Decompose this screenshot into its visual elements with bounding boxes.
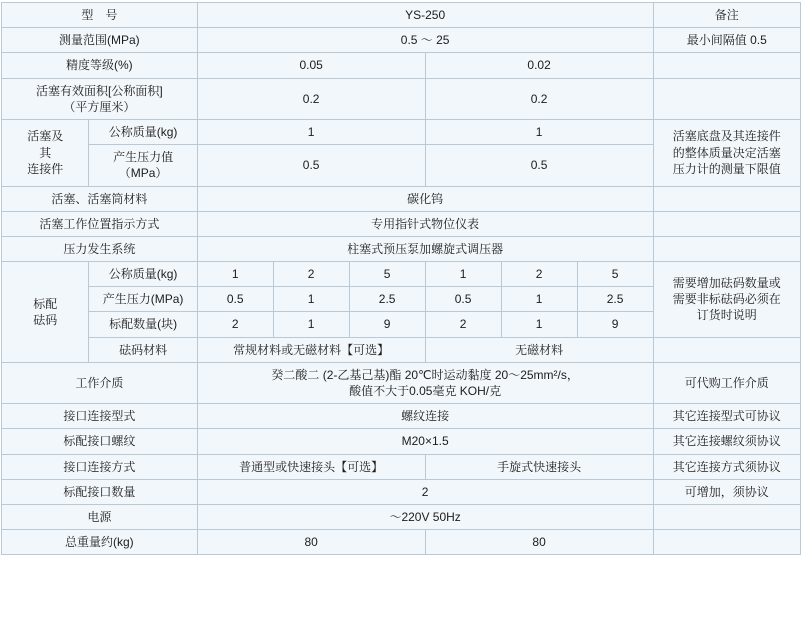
row-value-piston-nominal-mass-2: 1: [425, 119, 653, 144]
row-label-area: [2, 78, 198, 119]
row-value-model: YS-250: [197, 3, 653, 28]
group-note-piston-line3: 压力计的测量下限值: [672, 161, 781, 176]
row-label-area-line1: 活塞有效面积[公称面积]: [36, 83, 163, 98]
group-note-piston: [653, 119, 800, 186]
row-label-weight-material: 砝码材料: [89, 337, 197, 362]
table-row-material: [2, 186, 801, 211]
row-note-accuracy: [653, 53, 800, 78]
cell-weight-pressure-4: 0.5: [425, 287, 501, 312]
row-value-accuracy-1: 0.05: [197, 53, 425, 78]
row-note-power: [653, 504, 800, 529]
table-row-weight-material: [2, 337, 801, 362]
row-label-piston-generated-pressure-line1: 产生压力值: [113, 150, 174, 165]
group-label-piston-line2: 其: [39, 145, 52, 160]
row-value-area-1: 0.2: [197, 78, 425, 119]
table-row-piston-nominal-mass: [2, 119, 801, 144]
row-label-piston-nominal-mass: 公称质量(kg): [89, 119, 197, 144]
row-note-connect-mode: 其它连接方式须协议: [653, 454, 800, 479]
group-label-weights-line1: 标配: [33, 296, 58, 311]
row-value-connect-type: 螺纹连接: [197, 404, 653, 429]
row-value-material: 碳化钨: [197, 186, 653, 211]
row-value-accuracy-2: 0.02: [425, 53, 653, 78]
row-label-weight-pressure: 产生压力(MPa): [89, 287, 197, 312]
group-note-piston-line1: 活塞底盘及其连接件: [672, 129, 781, 144]
group-label-piston-line1: 活塞及: [27, 129, 64, 144]
table-row-connect-count: [2, 479, 801, 504]
row-value-area-2: 0.2: [425, 78, 653, 119]
row-note-connect-type: 其它连接型式可协议: [653, 404, 800, 429]
cell-weight-nominal-mass-4: 1: [425, 262, 501, 287]
row-value-power: ～220V 50Hz: [197, 504, 653, 529]
row-label-area-line2: （平方厘米）: [63, 99, 136, 114]
cell-weight-pressure-1: 0.5: [197, 287, 273, 312]
row-note-medium: 可代购工作介质: [653, 362, 800, 403]
row-value-medium-line1: 癸二酸二 (2-乙基己基)酯 20℃时运动黏度 20～25mm²/s，: [271, 367, 579, 382]
row-note-range: 最小间隔值 0.5: [653, 28, 800, 53]
row-note-weight-material: [653, 337, 800, 362]
cell-weight-count-1: 2: [197, 312, 273, 337]
row-note-pressure-system: [653, 236, 800, 261]
group-label-weights-line2: 砝码: [33, 312, 58, 327]
cell-weight-nominal-mass-3: 5: [349, 262, 425, 287]
group-note-weights: [653, 262, 800, 338]
row-value-piston-generated-pressure-1: 0.5: [197, 145, 425, 186]
group-label-piston: [2, 119, 89, 186]
row-value-total-weight-2: 80: [425, 530, 653, 555]
row-label-indicator: 活塞工作位置指示方式: [2, 211, 198, 236]
row-value-indicator: 专用指针式物位仪表: [197, 211, 653, 236]
row-value-thread: M20×1.5: [197, 429, 653, 454]
table-row-indicator: [2, 211, 801, 236]
row-value-weight-material-2: 无磁材料: [425, 337, 653, 362]
cell-weight-count-2: 1: [273, 312, 349, 337]
cell-weight-nominal-mass-1: 1: [197, 262, 273, 287]
row-value-connect-mode-2: 手旋式快速接头: [425, 454, 653, 479]
row-label-model: 型 号: [2, 3, 198, 28]
specification-table: [1, 2, 801, 555]
row-note-model: 备注: [653, 3, 800, 28]
cell-weight-pressure-6: 2.5: [577, 287, 653, 312]
row-label-connect-mode: 接口连接方式: [2, 454, 198, 479]
table-row-thread: [2, 429, 801, 454]
table-row-total-weight: [2, 530, 801, 555]
table-row-power: [2, 504, 801, 529]
table-row-medium: [2, 362, 801, 403]
row-value-connect-mode-1: 普通型或快速接头【可选】: [197, 454, 425, 479]
table-row-pressure-system: [2, 236, 801, 261]
row-value-medium: [197, 362, 653, 403]
row-label-connect-type: 接口连接型式: [2, 404, 198, 429]
row-note-indicator: [653, 211, 800, 236]
table-row-model: [2, 3, 801, 28]
row-value-pressure-system: 柱塞式预压泵加螺旋式调压器: [197, 236, 653, 261]
row-value-piston-nominal-mass-1: 1: [197, 119, 425, 144]
row-value-connect-count: 2: [197, 479, 653, 504]
row-value-medium-line2: 酸值不大于0.05毫克 KOH/克: [349, 384, 502, 398]
row-value-range: 0.5 ～ 25: [197, 28, 653, 53]
row-label-total-weight: 总重量约(kg): [2, 530, 198, 555]
table-row-weight-nominal-mass: [2, 262, 801, 287]
row-note-connect-count: 可增加，须协议: [653, 479, 800, 504]
cell-weight-count-4: 2: [425, 312, 501, 337]
row-note-total-weight: [653, 530, 800, 555]
row-label-accuracy: 精度等级(%): [2, 53, 198, 78]
cell-weight-count-3: 9: [349, 312, 425, 337]
table-row-accuracy: [2, 53, 801, 78]
row-label-power: 电源: [2, 504, 198, 529]
group-note-weights-line2: 需要非标砝码必须在: [672, 292, 781, 307]
table-row-area: [2, 78, 801, 119]
cell-weight-pressure-5: 1: [501, 287, 577, 312]
cell-weight-nominal-mass-5: 2: [501, 262, 577, 287]
row-value-total-weight-1: 80: [197, 530, 425, 555]
row-note-material: [653, 186, 800, 211]
group-note-piston-line2: 的整体质量决定活塞: [672, 145, 781, 160]
row-label-piston-generated-pressure: [89, 145, 197, 186]
table-row-connect-mode: [2, 454, 801, 479]
table-row-connect-type: [2, 404, 801, 429]
cell-weight-pressure-2: 1: [273, 287, 349, 312]
table-row-range: [2, 28, 801, 53]
row-value-piston-generated-pressure-2: 0.5: [425, 145, 653, 186]
group-note-weights-line3: 订货时说明: [696, 308, 757, 323]
cell-weight-count-5: 1: [501, 312, 577, 337]
row-label-weight-nominal-mass: 公称质量(kg): [89, 262, 197, 287]
row-label-weight-count: 标配数量(块): [89, 312, 197, 337]
row-label-material: 活塞、活塞筒材料: [2, 186, 198, 211]
cell-weight-count-6: 9: [577, 312, 653, 337]
group-label-weights: [2, 262, 89, 363]
cell-weight-nominal-mass-6: 5: [577, 262, 653, 287]
row-label-range: 测量范围(MPa): [2, 28, 198, 53]
row-label-piston-generated-pressure-line2: （MPa）: [118, 166, 168, 181]
row-label-pressure-system: 压力发生系统: [2, 236, 198, 261]
group-label-piston-line3: 连接件: [27, 161, 64, 176]
group-note-weights-line1: 需要增加砝码数量或: [672, 276, 781, 291]
cell-weight-pressure-3: 2.5: [349, 287, 425, 312]
row-value-weight-material-1: 常规材料或无磁材料【可选】: [197, 337, 425, 362]
row-note-thread: 其它连接螺纹须协议: [653, 429, 800, 454]
row-note-area: [653, 78, 800, 119]
row-label-connect-count: 标配接口数量: [2, 479, 198, 504]
cell-weight-nominal-mass-2: 2: [273, 262, 349, 287]
row-label-thread: 标配接口螺纹: [2, 429, 198, 454]
row-label-medium: 工作介质: [2, 362, 198, 403]
